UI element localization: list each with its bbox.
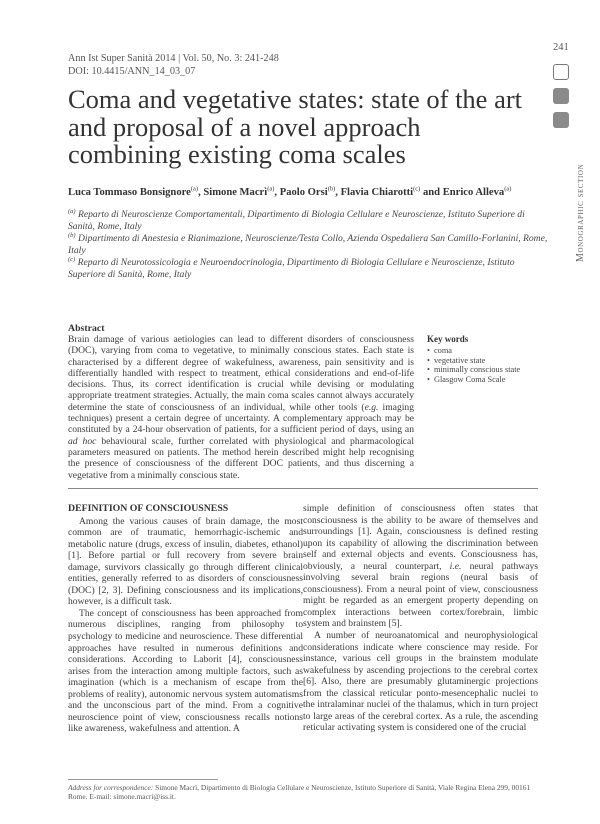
journal-header	[68, 52, 279, 78]
article-title: Coma and vegetative states: state of the art and proposal of a novel approach combining existing coma scales	[68, 84, 523, 169]
keywords-heading: Key words	[427, 334, 469, 344]
paragraph: A number of neuroanatomical and neurophysiological considerations indicate where conscience may reside. For instance, various cell groups in the brainstem modulate wakefulness by ascending projections to the cerebral cortex [6]. Also, there are presumably glutaminergic projections from the classical reticular ponto-mesencephalic nuclei to the intralaminar nuclei of the thalamus, which in turn project to large areas of the cerebral cortex. As a rule, the ascending reticular activating system is considered one of the crucial	[303, 630, 538, 734]
section-label: Monographic section	[575, 163, 586, 262]
page-number: 241	[553, 42, 569, 53]
keyword-item: • Glasgow Coma Scale	[427, 375, 527, 385]
doi: DOI: 10.4415/ANN_14_03_07	[68, 66, 196, 77]
author-list	[68, 185, 538, 198]
affiliation: $^{(c)}$ Reparto di Neurotossicologia e Neuroendocrinologia, Dipartimento di Biologia Cellulare e Neuroscienze, Istituto Superiore di Sanità, Rome, Italy	[68, 256, 515, 281]
keyword-item: • vegetative state	[427, 356, 527, 366]
paragraph: Among the various causes of brain damage, the most common are of traumatic, hemorrhagic-ischemic and metabolic nature (drugs, excess of insulin, diabetes, ethanol) [1]. Before partial or full recovery from severe brain damage, survivors classically go through different clinical entities, generally referred to as disorders of consciousness (DOC) [2, 3]. Defining consciousness and its implications, however, is a difficult task.	[68, 515, 303, 608]
keywords-list	[427, 346, 527, 384]
affiliation: $^{(b)}$ Dipartimento di Anestesia e Rianimazione, Neuroscienze/Testa Collo, Azienda Ospedaliera San Camillo-Forlanini, Rome, Italy	[68, 232, 548, 257]
body-column-right	[303, 503, 538, 734]
footer-divider	[68, 779, 218, 780]
abstract-heading: Abstract	[68, 323, 105, 334]
keyword-item: • coma	[427, 346, 527, 356]
abstract-text: Brain damage of various aetiologies can lead to different disorders of consciousness (DOC), varying from coma to vegetative, to minimally conscious states. Each state is characterised by a different degree of wakefulness, awareness, pain sensitivity and is differentially handled with respect to treatment, ethical considerations and end-of-life decisions. Thus, its correct identification is crucial while devising or modulating appropriate treatment strategies. Actually, the main coma scales cannot always accurately determine the state of consciousness of an individual, while other tools (e.g. imaging techniques) present a certain degree of uncertainty. A complementary approach may be constituted by a 24-hour observation of patients, for a sufficient period of days, using an ad hoc behavioural scale, further correlated with physiological and pharmacological parameters measured on patients. The method herein described might help recognising the presence of consciousness of the different DOC patients, and thus discerning a vegetative from a minimally conscious state.	[68, 334, 415, 481]
section-marker-filled	[553, 112, 569, 128]
author: Enrico Alleva$^{(a)}$	[442, 185, 512, 198]
author: Paolo Orsi$^{(b)}$,	[279, 185, 341, 198]
paragraph: The concept of consciousness has been approached from numerous disciplines, ranging from philosophy to psychology to medicine and neuroscience. These differential approaches have resulted in numerous definitions and considerations. According to Laborit [4], consciousness arises from the interaction among multiple factors, such as imagination (which is a mechanism of escape from the problems of reality), autonomic nervous system automatisms and the unconscious part of the mind. From a cognitive neuroscience point of view, consciousness recalls notions like awareness, wakefulness and attention. A	[68, 607, 303, 735]
correspondence-footnote: Address for correspondence: Simone Macrì, Dipartimento di Biologia Cellulare e Neuroscienze, Istituto Superiore di Sanità, Viale Regina Elena 299, 00161 Rome. E-mail: simone.macri@iss.it.	[68, 783, 531, 802]
divider	[68, 488, 538, 489]
keyword-item: • minimally conscious state	[427, 365, 527, 375]
author: Simone Macrì$^{(a)}$,	[203, 185, 280, 198]
affiliation: $^{(a)}$ Reparto di Neuroscienze Comportamentali, Dipartimento di Biologia Cellulare e Neuroscienze, Istituto Superiore di Sanità, Rome, Italy	[68, 208, 525, 233]
section-marker-filled	[553, 88, 569, 104]
section-marker-outline	[553, 64, 569, 80]
body-column-left	[68, 503, 303, 735]
author: Flavia Chiarotti$^{(c)}$ and	[340, 185, 443, 198]
paragraph: simple definition of consciousness often states that consciousness is the ability to be aware of themselves and surroundings [1]. Again, consciousness is defined resting upon its capability of allowing the discrimination between self and external objects and events. Consciousness has, obviously, a neural counterpart, i.e. neural pathways involving several brain regions (neural basis of consciousness). From a neural point of view, consciousness might be regarded as an emergent property depending on complex interactions between cortex/forebrain, limbic system and brainstem [5].	[303, 503, 538, 630]
journal-citation: Ann Ist Super Sanità 2014 | Vol. 50, No. 3: 241-248	[68, 53, 279, 64]
section-heading: DEFINITION OF CONSCIOUSNESS	[68, 503, 229, 514]
author: Luca Tommaso Bonsignore$^{(a)}$,	[68, 185, 204, 198]
